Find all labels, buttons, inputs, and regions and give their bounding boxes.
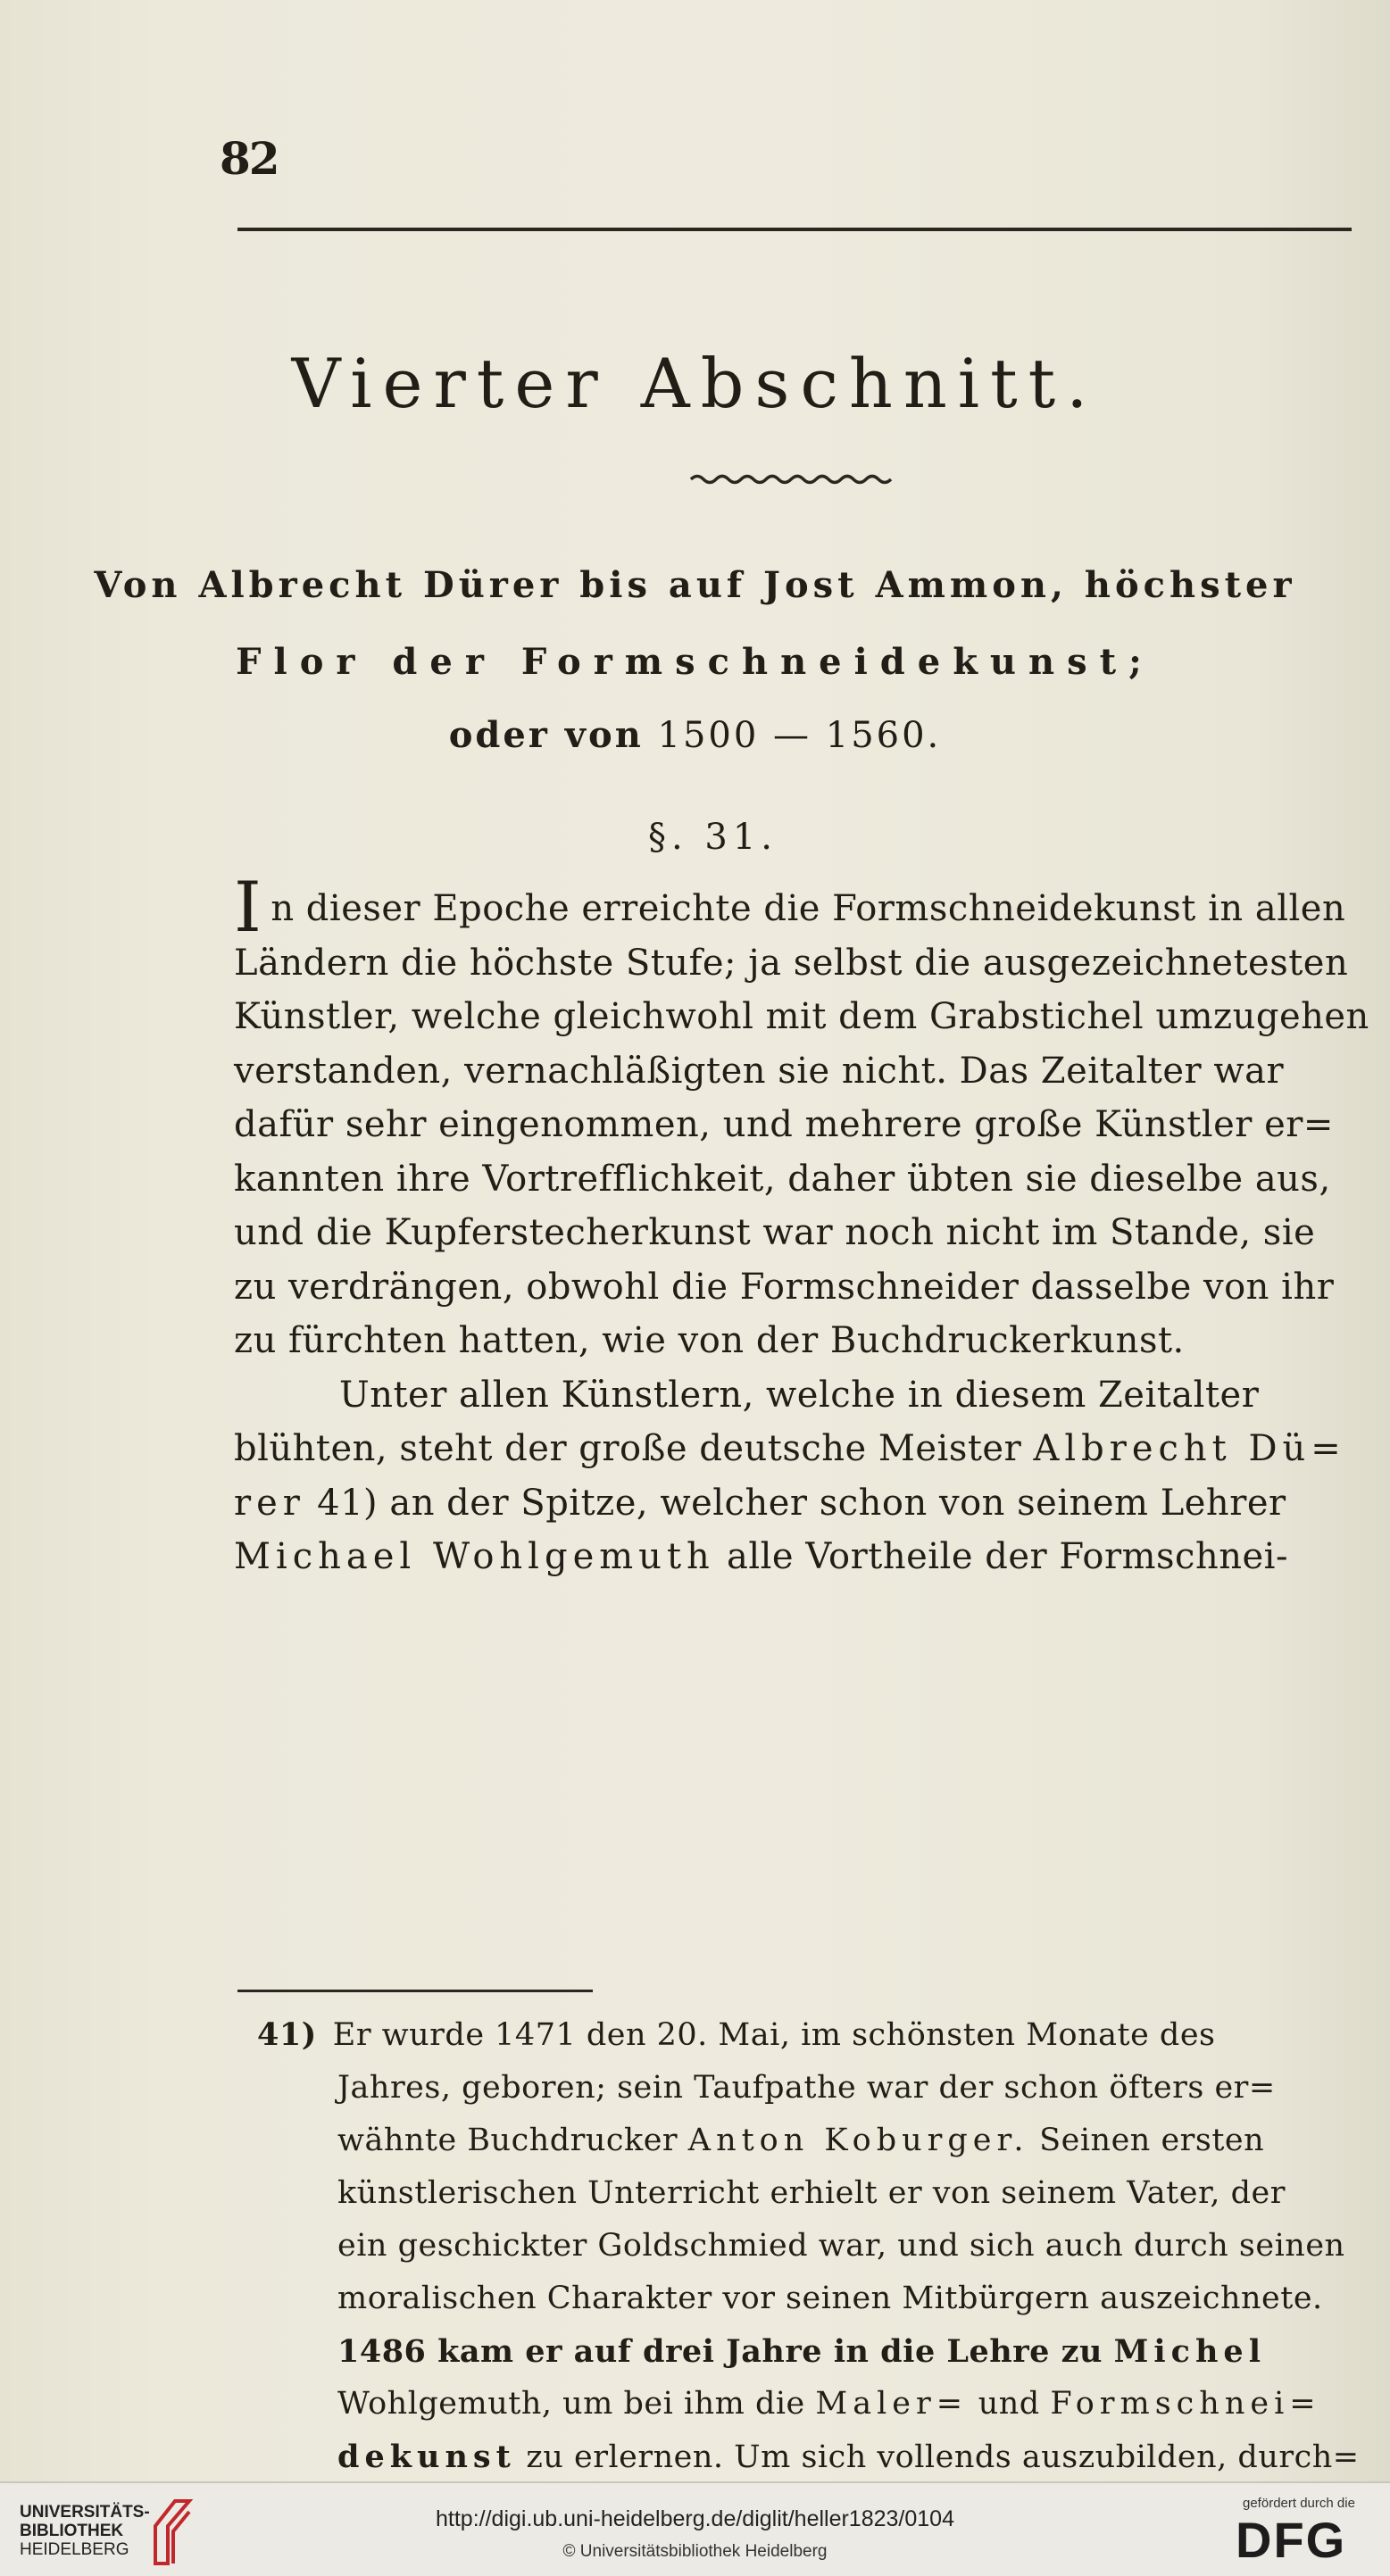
body-line: und die Kupferstecherkunst war noch nicht im Stande, sie bbox=[234, 1212, 1316, 1253]
person-name: Albrecht Dü= bbox=[1033, 1428, 1346, 1469]
copyright-notice: © Universitätsbibliothek Heidelberg bbox=[562, 2542, 828, 2561]
library-name-line: HEIDELBERG bbox=[20, 2540, 129, 2559]
person-name: Anton Koburger. bbox=[687, 2123, 1029, 2158]
digitization-footer bbox=[0, 2481, 1390, 2576]
library-name-line: BIBLIOTHEK bbox=[20, 2522, 124, 2540]
subtitle-line-3-prefix: oder von bbox=[448, 714, 644, 756]
footnote-line-text: zu erlernen. Um sich vollends auszubilden, durch= bbox=[526, 2439, 1360, 2475]
body-line: Künstler, welche gleichwohl mit dem Grabstichel umzugehen bbox=[234, 996, 1369, 1037]
footnote-line bbox=[234, 2378, 1386, 2431]
body-line bbox=[234, 1422, 1386, 1476]
body-line bbox=[234, 1476, 1386, 1531]
footnote-line bbox=[234, 2431, 1386, 2481]
footnote-line-text: Wohlgemuth, um bei ihm die bbox=[337, 2386, 805, 2422]
footnote-number: 41) bbox=[257, 2016, 317, 2053]
page-number: 82 bbox=[220, 132, 279, 185]
body-line: kannten ihre Vortrefflichkeit, daher übten sie dieselbe aus, bbox=[234, 1158, 1331, 1200]
footnote-line bbox=[234, 2008, 1386, 2062]
footnote-line: ein geschickter Goldschmied war, und sich auch durch seinen bbox=[337, 2228, 1345, 2264]
footnote-line: Jahres, geboren; sein Taufpathe war der schon öfters er= bbox=[337, 2070, 1276, 2106]
body-line-text: n dieser Epoche erreichte die Formschneidekunst in allen bbox=[271, 888, 1346, 929]
subtitle-line-2: Flor der Formschneidekunst; bbox=[236, 641, 1154, 683]
body-line: dafür sehr eingenommen, und mehrere große Künstler er= bbox=[234, 1104, 1334, 1145]
footnote-line: moralischen Charakter vor seinen Mitbürgern auszeichnete. bbox=[337, 2281, 1323, 2316]
person-name: Michael Wohlgemuth bbox=[234, 1536, 715, 1577]
body-line-text: 41) an der Spitze, welcher schon von seinem Lehrer bbox=[317, 1482, 1286, 1524]
footnote-line bbox=[234, 2325, 1386, 2378]
body-text bbox=[234, 868, 1386, 1584]
footnote-line-text: und bbox=[978, 2386, 1040, 2422]
subtitle-line-1: Von Albrecht Dürer bis auf Jost Ammon, höchster bbox=[94, 564, 1296, 606]
section-title: Vierter Abschnitt. bbox=[291, 344, 1099, 423]
term-spaced: dekunst bbox=[337, 2439, 516, 2475]
footnote-line bbox=[234, 2115, 1386, 2167]
body-line bbox=[234, 868, 1386, 948]
wavy-ornament-icon bbox=[689, 471, 900, 487]
body-line: verstanden, vernachläßigten sie nicht. Das Zeitalter war bbox=[234, 1050, 1285, 1092]
footnote-line-text: 1486 kam er auf drei Jahre in die Lehre zu bbox=[337, 2333, 1103, 2370]
footnote bbox=[234, 2008, 1386, 2481]
footnote-line-text: wähnte Buchdrucker bbox=[337, 2123, 678, 2158]
dfg-caption: gefördert durch die bbox=[1243, 2496, 1355, 2511]
term-spaced: Formschnei= bbox=[1050, 2386, 1321, 2422]
permalink-url[interactable]: http://digi.ub.uni-heidelberg.de/diglit/heller1823/0104 bbox=[436, 2506, 954, 2531]
footnote-line-text: Seinen ersten bbox=[1039, 2123, 1265, 2158]
body-line: zu verdrängen, obwohl die Formschneider dasselbe von ihr bbox=[234, 1266, 1335, 1308]
footnote-rule bbox=[237, 1990, 593, 1992]
body-line bbox=[234, 1530, 1386, 1584]
header-rule bbox=[237, 228, 1352, 231]
person-name: rer bbox=[234, 1482, 305, 1524]
body-line-text: blühten, steht der große deutsche Meister bbox=[234, 1428, 1022, 1469]
dfg-logo-icon[interactable]: DFG bbox=[1236, 2512, 1347, 2568]
paragraph-marker: §. 31. bbox=[647, 817, 778, 858]
person-name: Michel bbox=[1113, 2333, 1266, 2370]
subtitle-line-3 bbox=[0, 714, 1390, 756]
subtitle-line-3-years: 1500 — 1560. bbox=[657, 715, 942, 756]
body-line: Ländern die höchste Stufe; ja selbst die ausgezeichnetesten bbox=[234, 942, 1349, 984]
body-line-text: alle Vortheile der Formschnei- bbox=[727, 1536, 1288, 1577]
term-spaced: Maler= bbox=[815, 2386, 969, 2422]
footnote-line-text: Er wurde 1471 den 20. Mai, im schönsten Monate des bbox=[332, 2017, 1216, 2053]
library-name-line: UNIVERSITÄTS- bbox=[20, 2503, 150, 2522]
drop-cap: I bbox=[234, 868, 262, 948]
body-line: zu fürchten hatten, wie von der Buchdruckerkunst. bbox=[234, 1320, 1185, 1361]
body-line: Unter allen Künstlern, welche in diesem Zeitalter bbox=[339, 1374, 1260, 1416]
footnote-line: künstlerischen Unterricht erhielt er von seinem Vater, der bbox=[337, 2175, 1286, 2211]
